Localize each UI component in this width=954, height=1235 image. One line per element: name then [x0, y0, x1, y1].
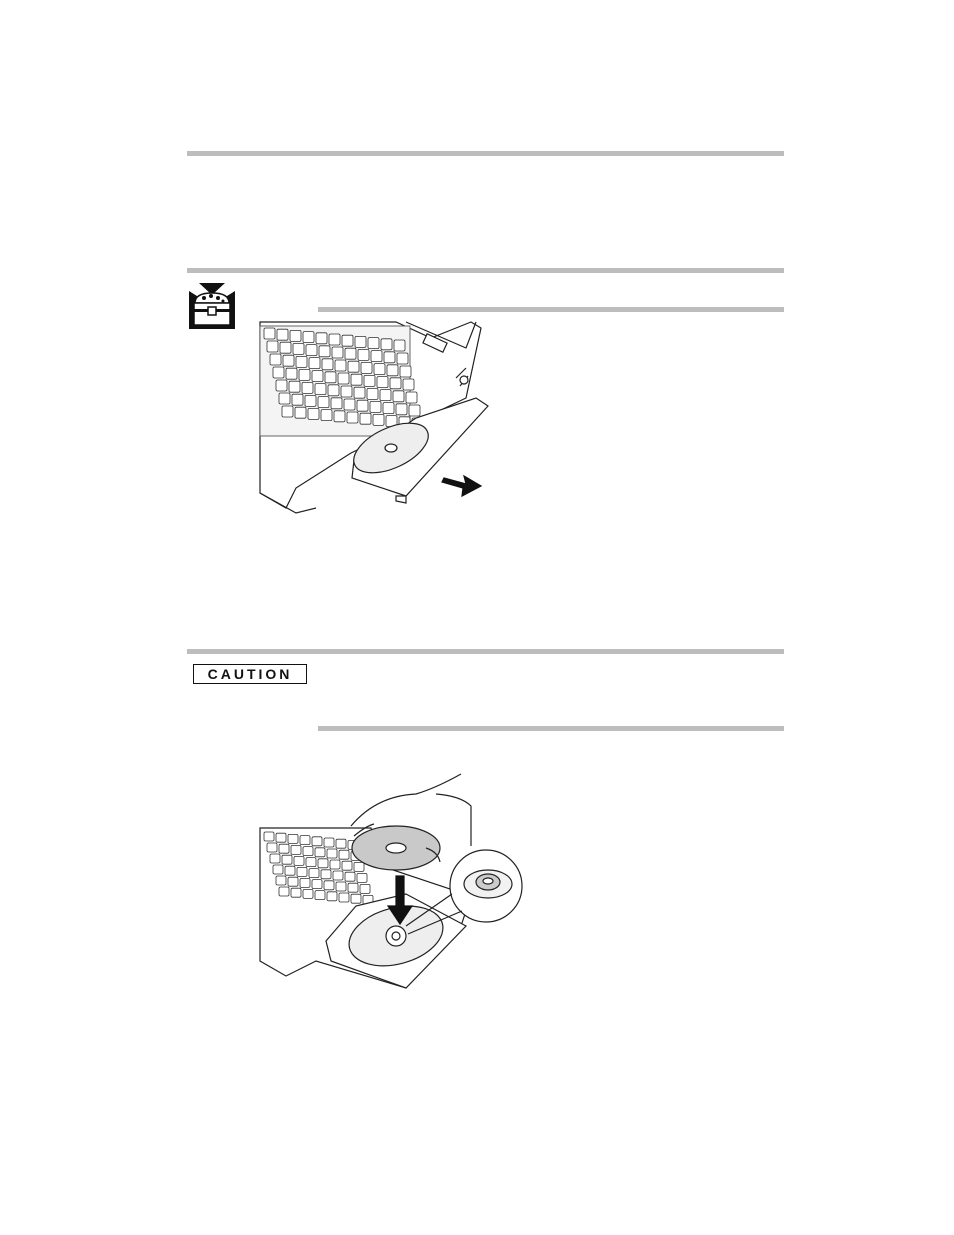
keyboard-key [354, 387, 365, 398]
keyboard-key [264, 328, 275, 339]
keyboard-key [303, 847, 313, 856]
keyboard-key [318, 859, 328, 868]
keyboard-key [364, 375, 375, 386]
keyboard-key [327, 849, 337, 858]
keyboard-key [384, 352, 395, 363]
hint-rule [187, 268, 784, 273]
keyboard-key [303, 889, 313, 898]
keyboard-key [290, 330, 301, 341]
keyboard-key [373, 414, 384, 425]
keyboard-key [361, 362, 372, 373]
keyboard-key [406, 392, 417, 403]
keyboard-key [279, 844, 289, 853]
keyboard-key [351, 374, 362, 385]
keyboard-key [297, 867, 307, 876]
keyboard-key [312, 880, 322, 889]
keyboard-key [355, 336, 366, 347]
keyboard-key [409, 405, 420, 416]
keyboard-key [270, 354, 281, 365]
keyboard-key [360, 884, 370, 893]
keyboard-key [381, 339, 392, 350]
keyboard-key [285, 866, 295, 875]
keyboard-key [303, 332, 314, 343]
laptop-drive-tray-open-illustration [256, 318, 486, 518]
keyboard-key [390, 378, 401, 389]
keyboard-key [288, 877, 298, 886]
keyboard-key [309, 358, 320, 369]
keyboard-key [387, 365, 398, 376]
keyboard-key [296, 356, 307, 367]
keyboard-key [315, 891, 325, 900]
keyboard-key [315, 848, 325, 857]
keyboard-key [283, 355, 294, 366]
keyboard-key [276, 833, 286, 842]
keyboard-key [339, 893, 349, 902]
keyboard-key [357, 400, 368, 411]
keyboard-key [348, 361, 359, 372]
keyboard-key [306, 858, 316, 867]
keyboard-key [351, 894, 361, 903]
keyboard-key [291, 845, 301, 854]
keyboard-key [380, 390, 391, 401]
top-rule [187, 151, 784, 156]
keyboard-key [368, 338, 379, 349]
keyboard-key [295, 407, 306, 418]
keyboard-key [328, 385, 339, 396]
keyboard-key [327, 892, 337, 901]
keyboard-key [318, 397, 329, 408]
keyboard-key [312, 371, 323, 382]
keyboard-key [338, 373, 349, 384]
keyboard-key [302, 382, 313, 393]
keyboard-key [330, 860, 340, 869]
keyboard-key [264, 832, 274, 841]
keyboard-key [293, 343, 304, 354]
keyboard-key [286, 368, 297, 379]
keyboard-key [345, 348, 356, 359]
keyboard-key [294, 856, 304, 865]
keyboard-key [357, 873, 367, 882]
keyboard-key [273, 865, 283, 874]
keyboard-key [273, 367, 284, 378]
keyboard-key [280, 342, 291, 353]
keyboard-key [282, 855, 292, 864]
keyboard-key [331, 398, 342, 409]
hint-end-rule [318, 307, 784, 312]
keyboard-key [289, 381, 300, 392]
keyboard-key [279, 393, 290, 404]
keyboard-key [383, 403, 394, 414]
keyboard-key [324, 881, 334, 890]
keyboard-key [315, 384, 326, 395]
keyboard-key [335, 360, 346, 371]
keyboard-key [292, 394, 303, 405]
keyboard-key [403, 379, 414, 390]
keyboard-key [316, 333, 327, 344]
keyboard-key [319, 346, 330, 357]
keyboard-key [267, 843, 277, 852]
keyboard-key [312, 837, 322, 846]
keyboard-key [347, 412, 358, 423]
keyboard-key [339, 850, 349, 859]
keyboard-key [342, 335, 353, 346]
keyboard-key [393, 391, 404, 402]
keyboard-key [396, 404, 407, 415]
keyboard-key [332, 347, 343, 358]
keyboard-key [342, 861, 352, 870]
keyboard-key [279, 887, 289, 896]
keyboard-key [321, 870, 331, 879]
caution-end-rule [318, 726, 784, 731]
keyboard-key [305, 395, 316, 406]
keyboard-key [400, 366, 411, 377]
keyboard-key [354, 862, 364, 871]
keyboard-key [288, 834, 298, 843]
caution-label: CAUTION [193, 664, 307, 684]
keyboard-key [394, 340, 405, 351]
treasure-chest-icon [189, 283, 235, 329]
keyboard-key [348, 883, 358, 892]
keyboard-key [336, 882, 346, 891]
keyboard-key [360, 413, 371, 424]
keyboard-key [282, 406, 293, 417]
keyboard-key [299, 369, 310, 380]
keyboard-key [333, 871, 343, 880]
keyboard-key [270, 854, 280, 863]
keyboard-key [336, 839, 346, 848]
keyboard-key [344, 399, 355, 410]
keyboard-key [334, 411, 345, 422]
keyboard-key [276, 876, 286, 885]
keyboard-key [397, 353, 408, 364]
keyboard-key [341, 386, 352, 397]
keyboard-key [345, 872, 355, 881]
keyboard-key [377, 377, 388, 388]
keyboard-key [322, 359, 333, 370]
keyboard-key [371, 351, 382, 362]
keyboard-key [291, 888, 301, 897]
keyboard-key [300, 836, 310, 845]
keyboard-key [367, 388, 378, 399]
keyboard-key [321, 410, 332, 421]
keyboard-key [309, 869, 319, 878]
keyboard-key [374, 364, 385, 375]
keyboard-key [358, 349, 369, 360]
keyboard-key [325, 372, 336, 383]
keyboard-key [276, 380, 287, 391]
keyboard-key [308, 408, 319, 419]
keyboard-key [300, 878, 310, 887]
keyboard-key [306, 345, 317, 356]
keyboard-key [324, 838, 334, 847]
keyboard-key [267, 341, 278, 352]
keyboard-key [370, 401, 381, 412]
keyboard-key [329, 334, 340, 345]
keyboard-key [277, 329, 288, 340]
laptop-insert-disc-illustration [256, 766, 526, 996]
caution-rule [187, 649, 784, 654]
